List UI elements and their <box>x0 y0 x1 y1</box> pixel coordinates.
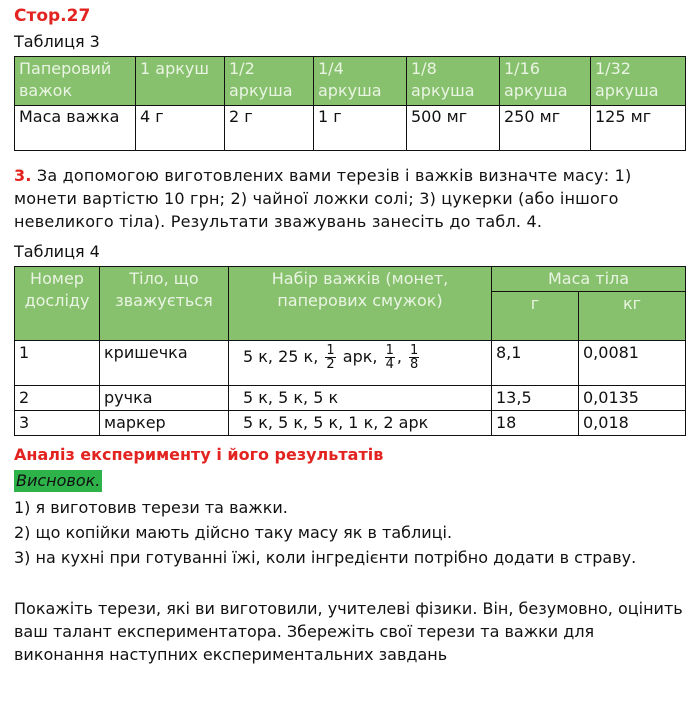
task-3 <box>14 164 686 233</box>
cell-num: 1 <box>15 341 100 386</box>
cell-weights: 5 к, 25 к, $\frac{1}{2}$ арк, $\frac{1}{4}$ , $\frac{1}{8}$ <box>229 341 492 386</box>
table3-cell: 2 г <box>225 106 314 151</box>
table3-cell: 500 мг <box>407 106 500 151</box>
table-4 <box>14 266 686 436</box>
cell-kg: 0,0135 <box>579 386 686 411</box>
table3-header-cell: 1/4 аркуша <box>314 57 407 106</box>
header-mass: Маса тіла <box>492 267 686 292</box>
table3-cell: 1 г <box>314 106 407 151</box>
conclusion-item: 3) на кухні при готуванні їжі, коли інгредієнти потрібно додати в страву. <box>14 548 637 567</box>
table3-header-cell: 1 аркуш <box>136 57 225 106</box>
cell-body: кришечка <box>100 341 229 386</box>
cell-weights: 5 к, 5 к, 5 к <box>229 386 492 411</box>
cell-num: 3 <box>15 411 100 436</box>
header-g: г <box>492 292 579 341</box>
table3-cell: Маса важка <box>15 106 136 151</box>
cell-g: 18 <box>492 411 579 436</box>
page-title: Стор.27 <box>14 6 91 26</box>
final-paragraph: Покажіть терези, які ви виготовили, учителеві фізики. Він, безумовно, оцінить ваш талант експериментатора. Збережіть свої терези та важки для виконання наступних експериментальних завдань <box>14 599 683 664</box>
cell-g: 13,5 <box>492 386 579 411</box>
cell-weights: 5 к, 5 к, 5 к, 1 к, 2 арк <box>229 411 492 436</box>
table3-cell: 125 мг <box>591 106 686 151</box>
table4-caption: Таблиця 4 <box>14 242 100 261</box>
conclusion-label: Висновок. <box>16 471 101 490</box>
fraction <box>385 344 395 371</box>
header-kg: кг <box>579 292 686 341</box>
table3-cell: 250 мг <box>500 106 591 151</box>
fraction-numerator: 1 <box>326 343 335 358</box>
fraction-numerator: 1 <box>410 343 419 358</box>
cell-num: 2 <box>15 386 100 411</box>
table3-header-cell: 1/8 аркуша <box>407 57 500 106</box>
cell-body: ручка <box>100 386 229 411</box>
table3-row <box>15 106 686 151</box>
table4-header-row <box>15 267 686 292</box>
fraction <box>409 344 419 371</box>
cell-body: маркер <box>100 411 229 436</box>
fraction-denominator: 8 <box>410 357 419 372</box>
fraction-denominator: 2 <box>326 357 335 372</box>
cell-g: 8,1 <box>492 341 579 386</box>
table3-header-cell: 1/16 аркуша <box>500 57 591 106</box>
fraction-denominator: 4 <box>385 357 394 372</box>
table3-header-row <box>15 57 686 106</box>
weights-text: арк, <box>342 347 378 366</box>
table3-header-cell: 1/2 аркуша <box>225 57 314 106</box>
conclusion-item: 1) я виготовив терези та важки. <box>14 498 288 517</box>
header-num: Номер досліду <box>15 267 100 341</box>
table-3 <box>14 56 686 151</box>
task-number: 3. <box>14 166 32 185</box>
analysis-heading: Аналіз експерименту і його результатів <box>14 445 384 464</box>
weights-text: 5 к, 25 к, <box>243 347 319 366</box>
table-row <box>15 386 686 411</box>
table3-caption: Таблиця 3 <box>14 32 100 51</box>
conclusion-item: 2) що копійки мають дійсно таку масу як в таблиці. <box>14 523 453 542</box>
table3-header-cell: Паперовий важок <box>15 57 136 106</box>
fraction-numerator: 1 <box>385 343 394 358</box>
task-text: За допомогою виготовлених вами терезів і важків визначте масу: 1) монети вартістю 10 грн; 2) чайної ложки солі; 3) цукерки (або іншого невеликого тіла). Результати зважувань занесіть до табл. 4. <box>14 166 632 231</box>
cell-kg: 0,0081 <box>579 341 686 386</box>
table3-header-cell: 1/32 аркуша <box>591 57 686 106</box>
table-row <box>15 411 686 436</box>
cell-kg: 0,018 <box>579 411 686 436</box>
fraction <box>325 344 335 371</box>
header-weights: Набір важків (монет, паперових смужок) <box>229 267 492 341</box>
header-body: Тіло, що зважується <box>100 267 229 341</box>
table3-cell: 4 г <box>136 106 225 151</box>
table-row <box>15 341 686 386</box>
